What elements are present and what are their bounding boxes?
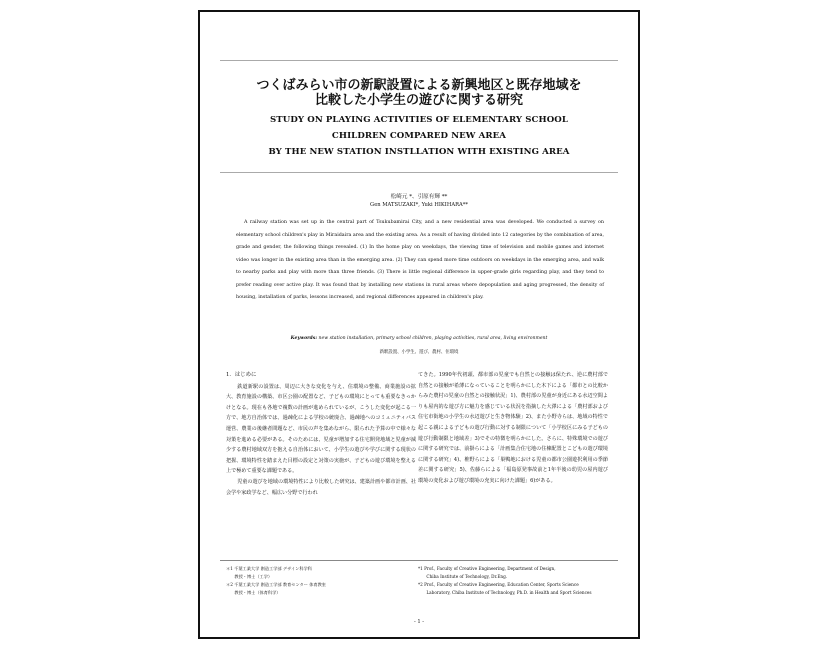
keywords-jp: 新駅設置、小学生、遊び、農村、住環境 xyxy=(379,350,459,355)
body-paragraph: てきた。1990年代初頭、都市部の児童でも自然との接触は保たれ、逆に農村部で自然との接触が希薄になっていることを明らかにした木下による「都市との比較からみた農村の児童の自然との接触状況」1)、農村部の児童が身近にある水辺空間よりも屋内的な遊び方に魅力を感じている状況を指摘した大澤による「農村部および住宅市街地の小学生の水辺遊びと生き物体験」2)、また小野寺らは、地域の特性で起こる親による子どもの遊び行動に対する制限について「小学校区にみる子どもの遊び行動制限と地域差」3)でその特徴を明らかにした。さらに、特殊環境での遊びに関する研究では、前掛らによる「計画集合住宅地の住棟配置とこどもの遊び環境に関する研究」4)、椎野らによる「巣鴨地における児童の都市公園遊択利用の季節差に関する研究」5)、佐藤らによる「福島原発事故前と1年半後の幼児の屋内遊び環境の変化および遊び環境の充実に向けた課題」6)がある。 xyxy=(418,372,608,484)
footnote-line: Laboratory, Chiba Institute of Technology, Ph.D. in Health and Sport Sciences xyxy=(418,590,592,595)
abstract: A railway station was set up in the central part of Tsukubamirai City, and a new residential area was developed. We conducted a survey on elementary school children's play in Miraidaira area and the existing area. As a result of having divided into 12 categories by the combination of area, grade and gender, the following things revealed. (1) In the home play on weekdays, the viewing time of television and mobile games and internet video was longer in the existing area than in the emerging area. (2) They can spend more time outdoors on weekdays in the emerging area, and walk to nearby parks and play with more than three friends. (3) There is little regional difference in upper-grade girls regarding play, and they tend to prefer reading over active play. It was found that by installing new stations in rural areas where depopulation and aging progressed, the density of housing, installation of parks, lessons increased, and regional differences appeared in children's play. xyxy=(236,220,604,300)
body-paragraph: 児童の遊びを地域の環境特性により比較した研究は、建築計画や都市計画、社会学や家政学など、幅広い分野で行われ xyxy=(226,478,416,496)
body-column-right xyxy=(418,370,608,487)
footnote-rule xyxy=(220,560,618,561)
keywords-label: Keywords: xyxy=(290,336,318,341)
page-number: - 1 - xyxy=(413,619,425,625)
footnote-line: ＊2 千葉工業大学 創造工学部 教育センター 体育教室 xyxy=(226,582,326,587)
body-paragraph: 鉄道新駅の設置は、周辺に大きな変化を与え、住環境の整備、商業施設の拡大、教育施設の構築、市区公園の配置など、子どもの環境にとっても重要なきっかけとなる。現在も各地で複数の計画が進められているが、こうした変化が起こる一方で、地方自治体では、過疎化による学校の統廃合、過疎地へのコミュニティバス運営、農業の後継者問題など、市民の声を集めながら、限られた予算の中で様々な対策を進める必要がある。そのためには、児童が増加する住宅開発地域と児童が減少する農村地域双方を抱える自治体において、小学生の遊びや学びに関する現状の把握、環境特性を踏まえた目標の設定と対策の実施が、子どもの遊び環境を整える上で極めて重要な課題である。 xyxy=(226,383,416,475)
footnotes-jp xyxy=(226,565,406,597)
footnote-line: *1 Prof., Faculty of Creative Engineering, Department of Design, xyxy=(418,566,556,571)
title-en-line-1: STUDY ON PLAYING ACTIVITIES OF ELEMENTARY SCHOOL xyxy=(269,115,569,125)
authors-jp: 松崎元 *、引原有輝 ** xyxy=(390,194,448,200)
footnotes-en xyxy=(418,565,618,597)
footnote-line: 教授・博士（工学） xyxy=(226,574,273,579)
body-column-left xyxy=(226,370,416,498)
title-en-line-2: CHILDREN COMPARED NEW AREA xyxy=(331,131,507,141)
keywords-text: new station installation, primary school children, playing activities, rural area, living environment xyxy=(318,336,548,341)
footnote-line: 教授・博士（体育科学） xyxy=(226,590,281,595)
footnote-line: Chiba Institute of Technology, Dr.Eng. xyxy=(418,574,508,579)
footnote-line: *2 Prof., Faculty of Creative Engineering, Education Center, Sports Science xyxy=(418,582,579,587)
keywords xyxy=(200,336,638,341)
paper-page xyxy=(198,10,640,639)
top-rule xyxy=(220,60,618,61)
section-heading: 1．はじめに xyxy=(226,372,257,378)
title-jp-line-2: 比較した小学生の遊びに関する研究 xyxy=(314,93,523,108)
authors-en: Gen MATSUZAKI*, Yuki HIKIHARA** xyxy=(370,202,468,208)
title-en-line-3: BY THE NEW STATION INSTLLATION WITH EXISTING AREA xyxy=(268,147,570,157)
title-jp-line-1: つくばみらい市の新駅設置による新興地区と既存地域を xyxy=(256,78,582,93)
title-rule xyxy=(220,172,618,173)
footnote-line: ＊1 千葉工業大学 創造工学部 デザイン科学科 xyxy=(226,566,312,571)
